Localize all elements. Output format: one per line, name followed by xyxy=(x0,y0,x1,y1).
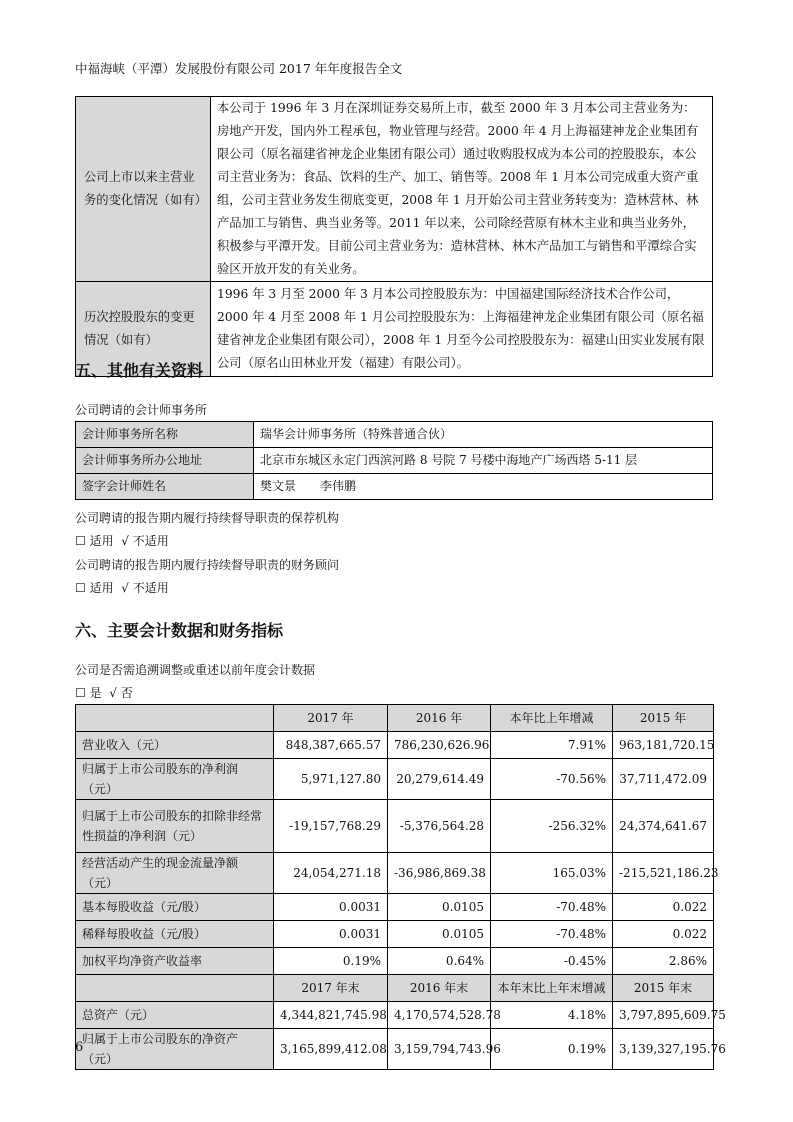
sponsor-caption: 公司聘请的报告期内履行持续督导职责的保荐机构 xyxy=(75,511,340,525)
row-label: 总资产（元） xyxy=(76,1002,274,1029)
auditor-caption: 公司聘请的会计师事务所 xyxy=(75,403,208,417)
sponsor-options xyxy=(75,532,169,549)
cell-value: 3,139,327,195.76 xyxy=(613,1029,714,1070)
row-value: 樊文景 李伟鹏 xyxy=(254,474,713,500)
restate-options xyxy=(75,684,133,701)
cell-value: 0.022 xyxy=(613,894,714,921)
cell-value: 37,711,472.09 xyxy=(613,759,714,800)
option-not-applicable: 不适用 xyxy=(132,534,169,548)
table-row xyxy=(76,448,713,474)
header-cell: 2016 年末 xyxy=(388,975,491,1002)
cell-value: -36,986,869.38 xyxy=(388,853,491,894)
page-number: 6 xyxy=(75,1040,84,1055)
header-cell xyxy=(76,705,274,732)
row-label: 基本每股收益（元/股） xyxy=(76,894,274,921)
cell-value: -70.48% xyxy=(491,894,613,921)
cell-value: 3,159,794,743.96 xyxy=(388,1029,491,1070)
table-row xyxy=(76,800,714,853)
table-row xyxy=(76,474,713,500)
cell-value: 24,374,641.67 xyxy=(613,800,714,853)
row-label: 稀释每股收益（元/股） xyxy=(76,921,274,948)
header-cell: 本年末比上年末增减 xyxy=(491,975,613,1002)
table-row xyxy=(76,894,714,921)
table-row xyxy=(76,1029,714,1070)
table-row xyxy=(76,97,713,282)
advisor-options xyxy=(75,579,169,596)
table-row xyxy=(76,853,714,894)
advisor-caption: 公司聘请的报告期内履行持续督导职责的财务顾问 xyxy=(75,558,340,572)
header-cell: 2015 年 xyxy=(613,705,714,732)
cell-value: 7.91% xyxy=(491,732,613,759)
row-text: 本公司于 1996 年 3 月在深圳证券交易所上市，截至 2000 年 3 月本公司主营业务为：房地产开发，国内外工程承包，物业管理与经营。2000 年 4 月上海福建神龙企业集团有限公司（原名福建省神龙企业集团有限公司）通过收购股权成为本公司的控股股东，本公司主营业务为：食品、饮料的生产、加工、销售等。2008 年 1 月本公司完成重大资产重组，公司主营业务发生彻底变更，2008 年 1 月开始公司主营业务转变为：造林营林、林产品加工与销售、典当业务等。2011 年以来，公司除经营原有林木主业和典当业务外，积极参与平潭开发。目前公司主营业务为：造林营林、林木产品加工与销售和平潭综合实验区开放开发的有关业务。 xyxy=(211,97,713,282)
restate-caption: 公司是否需追溯调整或重述以前年度会计数据 xyxy=(75,663,316,677)
table-row xyxy=(76,759,714,800)
cell-value: 963,181,720.15 xyxy=(613,732,714,759)
table-row xyxy=(76,1002,714,1029)
table-row xyxy=(76,948,714,975)
row-label: 会计师事务所名称 xyxy=(76,422,254,448)
cell-value: 0.0105 xyxy=(388,921,491,948)
checkbox-empty-icon: ☐ xyxy=(75,534,86,548)
row-label: 归属于上市公司股东的净资产（元） xyxy=(76,1029,274,1070)
checkbox-empty-icon: ☐ xyxy=(75,686,86,700)
option-yes: 是 xyxy=(89,686,102,700)
cell-value: 165.03% xyxy=(491,853,613,894)
cell-value: -5,376,564.28 xyxy=(388,800,491,853)
option-not-applicable: 不适用 xyxy=(132,581,169,595)
row-label: 历次控股股东的变更情况（如有） xyxy=(76,282,211,377)
cell-value: -215,521,186.23 xyxy=(613,853,714,894)
checkmark-icon: √ xyxy=(121,581,129,595)
option-applicable: 适用 xyxy=(89,534,114,548)
cell-value: 20,279,614.49 xyxy=(388,759,491,800)
cell-value: 0.022 xyxy=(613,921,714,948)
cell-value: -70.56% xyxy=(491,759,613,800)
row-label: 公司上市以来主营业务的变化情况（如有） xyxy=(76,97,211,282)
cell-value: -70.48% xyxy=(491,921,613,948)
company-history-table xyxy=(75,96,713,377)
cell-value: 0.0031 xyxy=(274,921,388,948)
header-cell: 本年比上年增减 xyxy=(491,705,613,732)
cell-value: 0.19% xyxy=(491,1029,613,1070)
financial-data-table xyxy=(75,704,726,1070)
section-title-other-info: 五、其他有关资料 xyxy=(75,361,204,380)
table-header-row xyxy=(76,705,714,732)
cell-value: 848,387,665.57 xyxy=(274,732,388,759)
cell-value: 3,165,899,412.08 xyxy=(274,1029,388,1070)
cell-value: 5,971,127.80 xyxy=(274,759,388,800)
cell-value: 3,797,895,609.75 xyxy=(613,1002,714,1029)
row-value: 北京市东城区永定门西滨河路 8 号院 7 号楼中海地产广场西塔 5-11 层 xyxy=(254,448,713,474)
cell-value: 0.64% xyxy=(388,948,491,975)
document-header-title: 中福海峡（平潭）发展股份有限公司 2017 年年度报告全文 xyxy=(75,61,403,76)
row-label: 加权平均净资产收益率 xyxy=(76,948,274,975)
header-cell: 2016 年 xyxy=(388,705,491,732)
cell-value: -19,157,768.29 xyxy=(274,800,388,853)
cell-value: 786,230,626.96 xyxy=(388,732,491,759)
table-row xyxy=(76,422,713,448)
table-row xyxy=(76,921,714,948)
cell-value: 0.0105 xyxy=(388,894,491,921)
section-title-financial-data: 六、主要会计数据和财务指标 xyxy=(75,621,284,640)
row-label: 会计师事务所办公地址 xyxy=(76,448,254,474)
option-applicable: 适用 xyxy=(89,581,114,595)
checkmark-icon: √ xyxy=(109,686,117,700)
option-no: 否 xyxy=(120,686,133,700)
cell-value: 4,170,574,528.78 xyxy=(388,1002,491,1029)
table-row xyxy=(76,732,714,759)
cell-value: -256.32% xyxy=(491,800,613,853)
cell-value: 0.19% xyxy=(274,948,388,975)
row-label: 签字会计师姓名 xyxy=(76,474,254,500)
header-cell xyxy=(76,975,274,1002)
cell-value: 0.0031 xyxy=(274,894,388,921)
header-cell: 2017 年 xyxy=(274,705,388,732)
table-header-row xyxy=(76,975,714,1002)
cell-value: 2.86% xyxy=(613,948,714,975)
row-label: 归属于上市公司股东的扣除非经常性损益的净利润（元） xyxy=(76,800,274,853)
row-label: 经营活动产生的现金流量净额（元） xyxy=(76,853,274,894)
checkbox-empty-icon: ☐ xyxy=(75,581,86,595)
row-label: 营业收入（元） xyxy=(76,732,274,759)
row-label: 归属于上市公司股东的净利润（元） xyxy=(76,759,274,800)
row-value: 瑞华会计师事务所（特殊普通合伙） xyxy=(254,422,713,448)
cell-value: -0.45% xyxy=(491,948,613,975)
header-cell: 2017 年末 xyxy=(274,975,388,1002)
checkmark-icon: √ xyxy=(121,534,129,548)
cell-value: 4,344,821,745.98 xyxy=(274,1002,388,1029)
cell-value: 4.18% xyxy=(491,1002,613,1029)
header-cell: 2015 年末 xyxy=(613,975,714,1002)
auditor-table xyxy=(75,421,713,500)
row-text: 1996 年 3 月至 2000 年 3 月本公司控股股东为：中国福建国际经济技术合作公司，2000 年 4 月至 2008 年 1 月公司控股股东为：上海福建神龙企业集团有限公司（原名福建省神龙企业集团有限公司），2008 年 1 月至今公司控股股东为：福建山田实业发展有限公司（原名山田林业开发（福建）有限公司）。 xyxy=(211,282,713,377)
cell-value: 24,054,271.18 xyxy=(274,853,388,894)
